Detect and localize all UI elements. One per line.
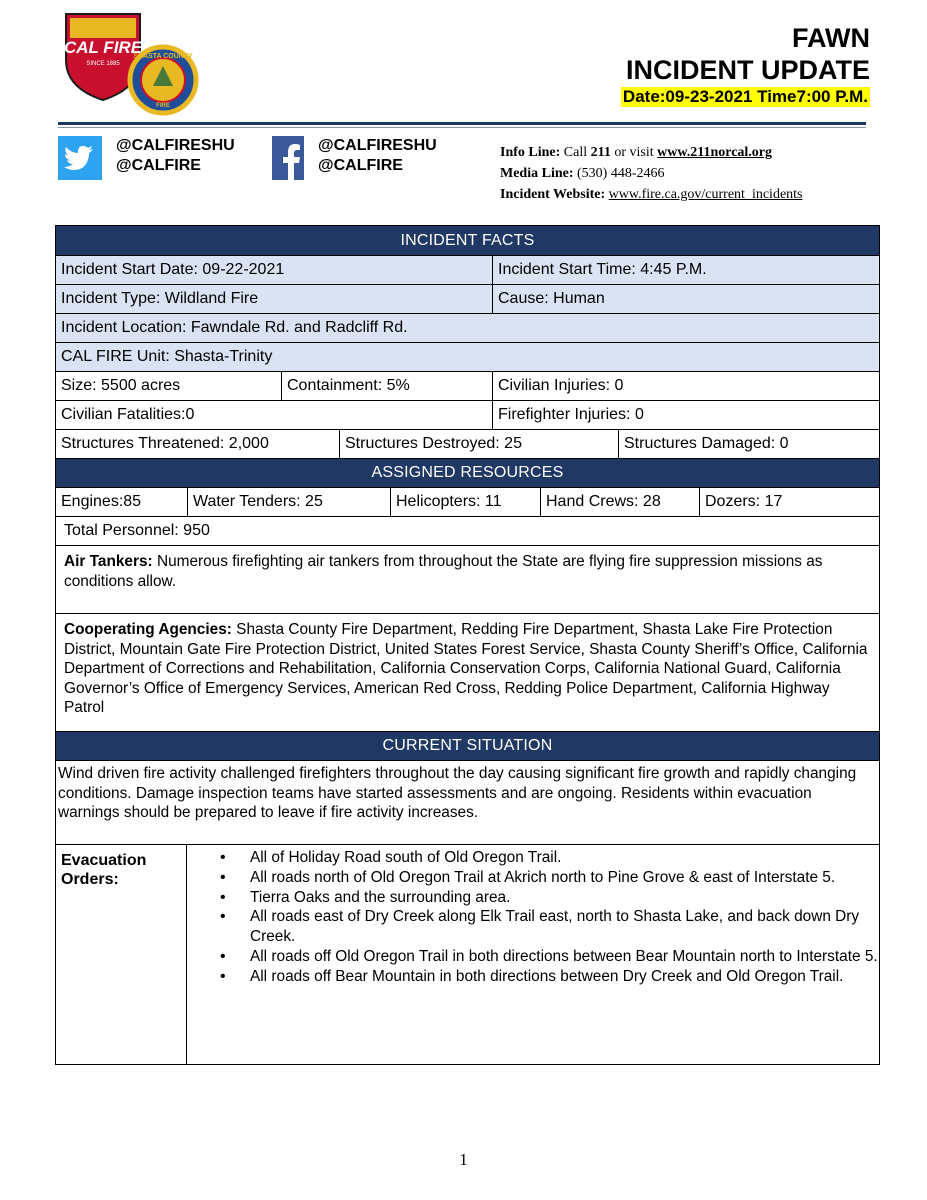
evacuation-orders-list (186, 845, 879, 1064)
dozers: Dozers: 17 (699, 488, 879, 516)
incident-website-link[interactable]: www.fire.ca.gov/current_incidents (608, 187, 803, 202)
engines: Engines:85 (61, 493, 142, 510)
svg-text:FIRE: FIRE (156, 103, 170, 109)
document-title: INCIDENT UPDATE (625, 55, 870, 85)
facebook-icon[interactable] (272, 136, 316, 180)
facebook-block (272, 136, 437, 180)
structures-damaged: Structures Damaged: 0 (618, 430, 879, 458)
info-line: Info Line: Call 211 or visit www.211norcal.org (500, 145, 773, 160)
211-link[interactable]: www.211norcal.org (657, 145, 773, 160)
svg-text:SINCE 1885: SINCE 1885 (86, 61, 120, 67)
header-rule-thin (58, 127, 866, 128)
water-tenders: Water Tenders: 25 (187, 488, 390, 516)
list-item: • All roads off Bear Mountain in both directions between Dry Creek and Old Oregon Trail. (220, 967, 879, 987)
start-date: Incident Start Date: 09-22-2021 (61, 261, 285, 278)
situation-text: Wind driven fire activity challenged firefighters throughout the day causing significant fire growth and rapidly changing conditions. Damage inspection teams have started assessments and are ongoing. Residents within evacuation warnings should be prepared to leave if fire activity increases. (58, 765, 857, 821)
list-item: • All roads east of Dry Creek along Elk Trail east, north to Shasta Lake, and back down Dry Creek. (220, 907, 879, 947)
calfire-unit: CAL FIRE Unit: Shasta-Trinity (61, 348, 273, 365)
twitter-handle[interactable]: @CALFIRE (116, 157, 201, 174)
evacuation-orders-label: Evacuation Orders: (61, 852, 147, 888)
twitter-block (58, 136, 235, 180)
hand-crews: Hand Crews: 28 (540, 488, 699, 516)
website-line: Incident Website: www.fire.ca.gov/current_incidents (500, 187, 803, 202)
facebook-handle[interactable]: @CALFIRE (318, 157, 403, 174)
start-time: Incident Start Time: 4:45 P.M. (492, 256, 879, 284)
page-number: 1 (459, 1150, 468, 1169)
structures-threatened: Structures Threatened: 2,000 (61, 435, 269, 452)
section-incident-facts: INCIDENT FACTS (56, 226, 879, 255)
structures-destroyed: Structures Destroyed: 25 (339, 430, 618, 458)
total-personnel: Total Personnel: 950 (64, 522, 210, 539)
incident-location: Incident Location: Fawndale Rd. and Radcliff Rd. (61, 319, 408, 336)
agency-logos (58, 8, 218, 116)
contact-info (500, 142, 803, 205)
list-item: • Tierra Oaks and the surrounding area. (220, 888, 879, 908)
list-item: • All roads north of Old Oregon Trail at Akrich north to Pine Grove & east of Interstate 5. (220, 868, 879, 888)
facebook-handle[interactable]: @CALFIRESHU (318, 137, 437, 154)
header-rule (58, 122, 866, 125)
helicopters: Helicopters: 11 (390, 488, 540, 516)
cooperating-agencies: Cooperating Agencies: Shasta County Fire Department, Redding Fire Department, Shasta Lake Fire Protection District, Mountain Gate Fire Protection District, United States Forest Service, Shasta County Sheriff’s Office, California Department of Corrections and Rehabilitation, California Conservation Corps, California National Guard, California Governor’s Office of Emergency Services, American Red Cross, Redding Police Department, California Highway Patrol (64, 621, 868, 716)
twitter-handle[interactable]: @CALFIRESHU (116, 137, 235, 154)
cause: Cause: Human (492, 285, 879, 313)
incident-name: FAWN (792, 23, 870, 53)
title-block (621, 22, 870, 107)
incident-table (55, 225, 880, 1065)
incident-type: Incident Type: Wildland Fire (61, 290, 259, 307)
air-tankers: Air Tankers: Numerous firefighting air tankers from throughout the State are flying fire suppression missions as conditions allow. (64, 553, 823, 590)
calfire-shasta-logo-icon (58, 8, 218, 116)
twitter-icon[interactable] (58, 136, 102, 180)
size: Size: 5500 acres (61, 377, 181, 394)
firefighter-injuries: Firefighter Injuries: 0 (492, 401, 879, 429)
list-item: • All roads off Old Oregon Trail in both directions between Bear Mountain north to Interstate 5. (220, 947, 879, 967)
containment: Containment: 5% (281, 372, 492, 400)
svg-text:CAL FIRE: CAL FIRE (63, 38, 143, 57)
list-item: • All of Holiday Road south of Old Oregon Trail. (220, 848, 879, 868)
svg-text:SHASTA COUNTY: SHASTA COUNTY (133, 53, 193, 60)
section-assigned-resources: ASSIGNED RESOURCES (56, 459, 879, 487)
civilian-injuries: Civilian Injuries: 0 (492, 372, 879, 400)
section-current-situation: CURRENT SITUATION (56, 732, 879, 760)
date-time: Date:09-23-2021 Time7:00 P.M. (622, 87, 868, 106)
civilian-fatalities: Civilian Fatalities:0 (61, 406, 195, 423)
media-line: Media Line: (530) 448-2466 (500, 166, 665, 181)
